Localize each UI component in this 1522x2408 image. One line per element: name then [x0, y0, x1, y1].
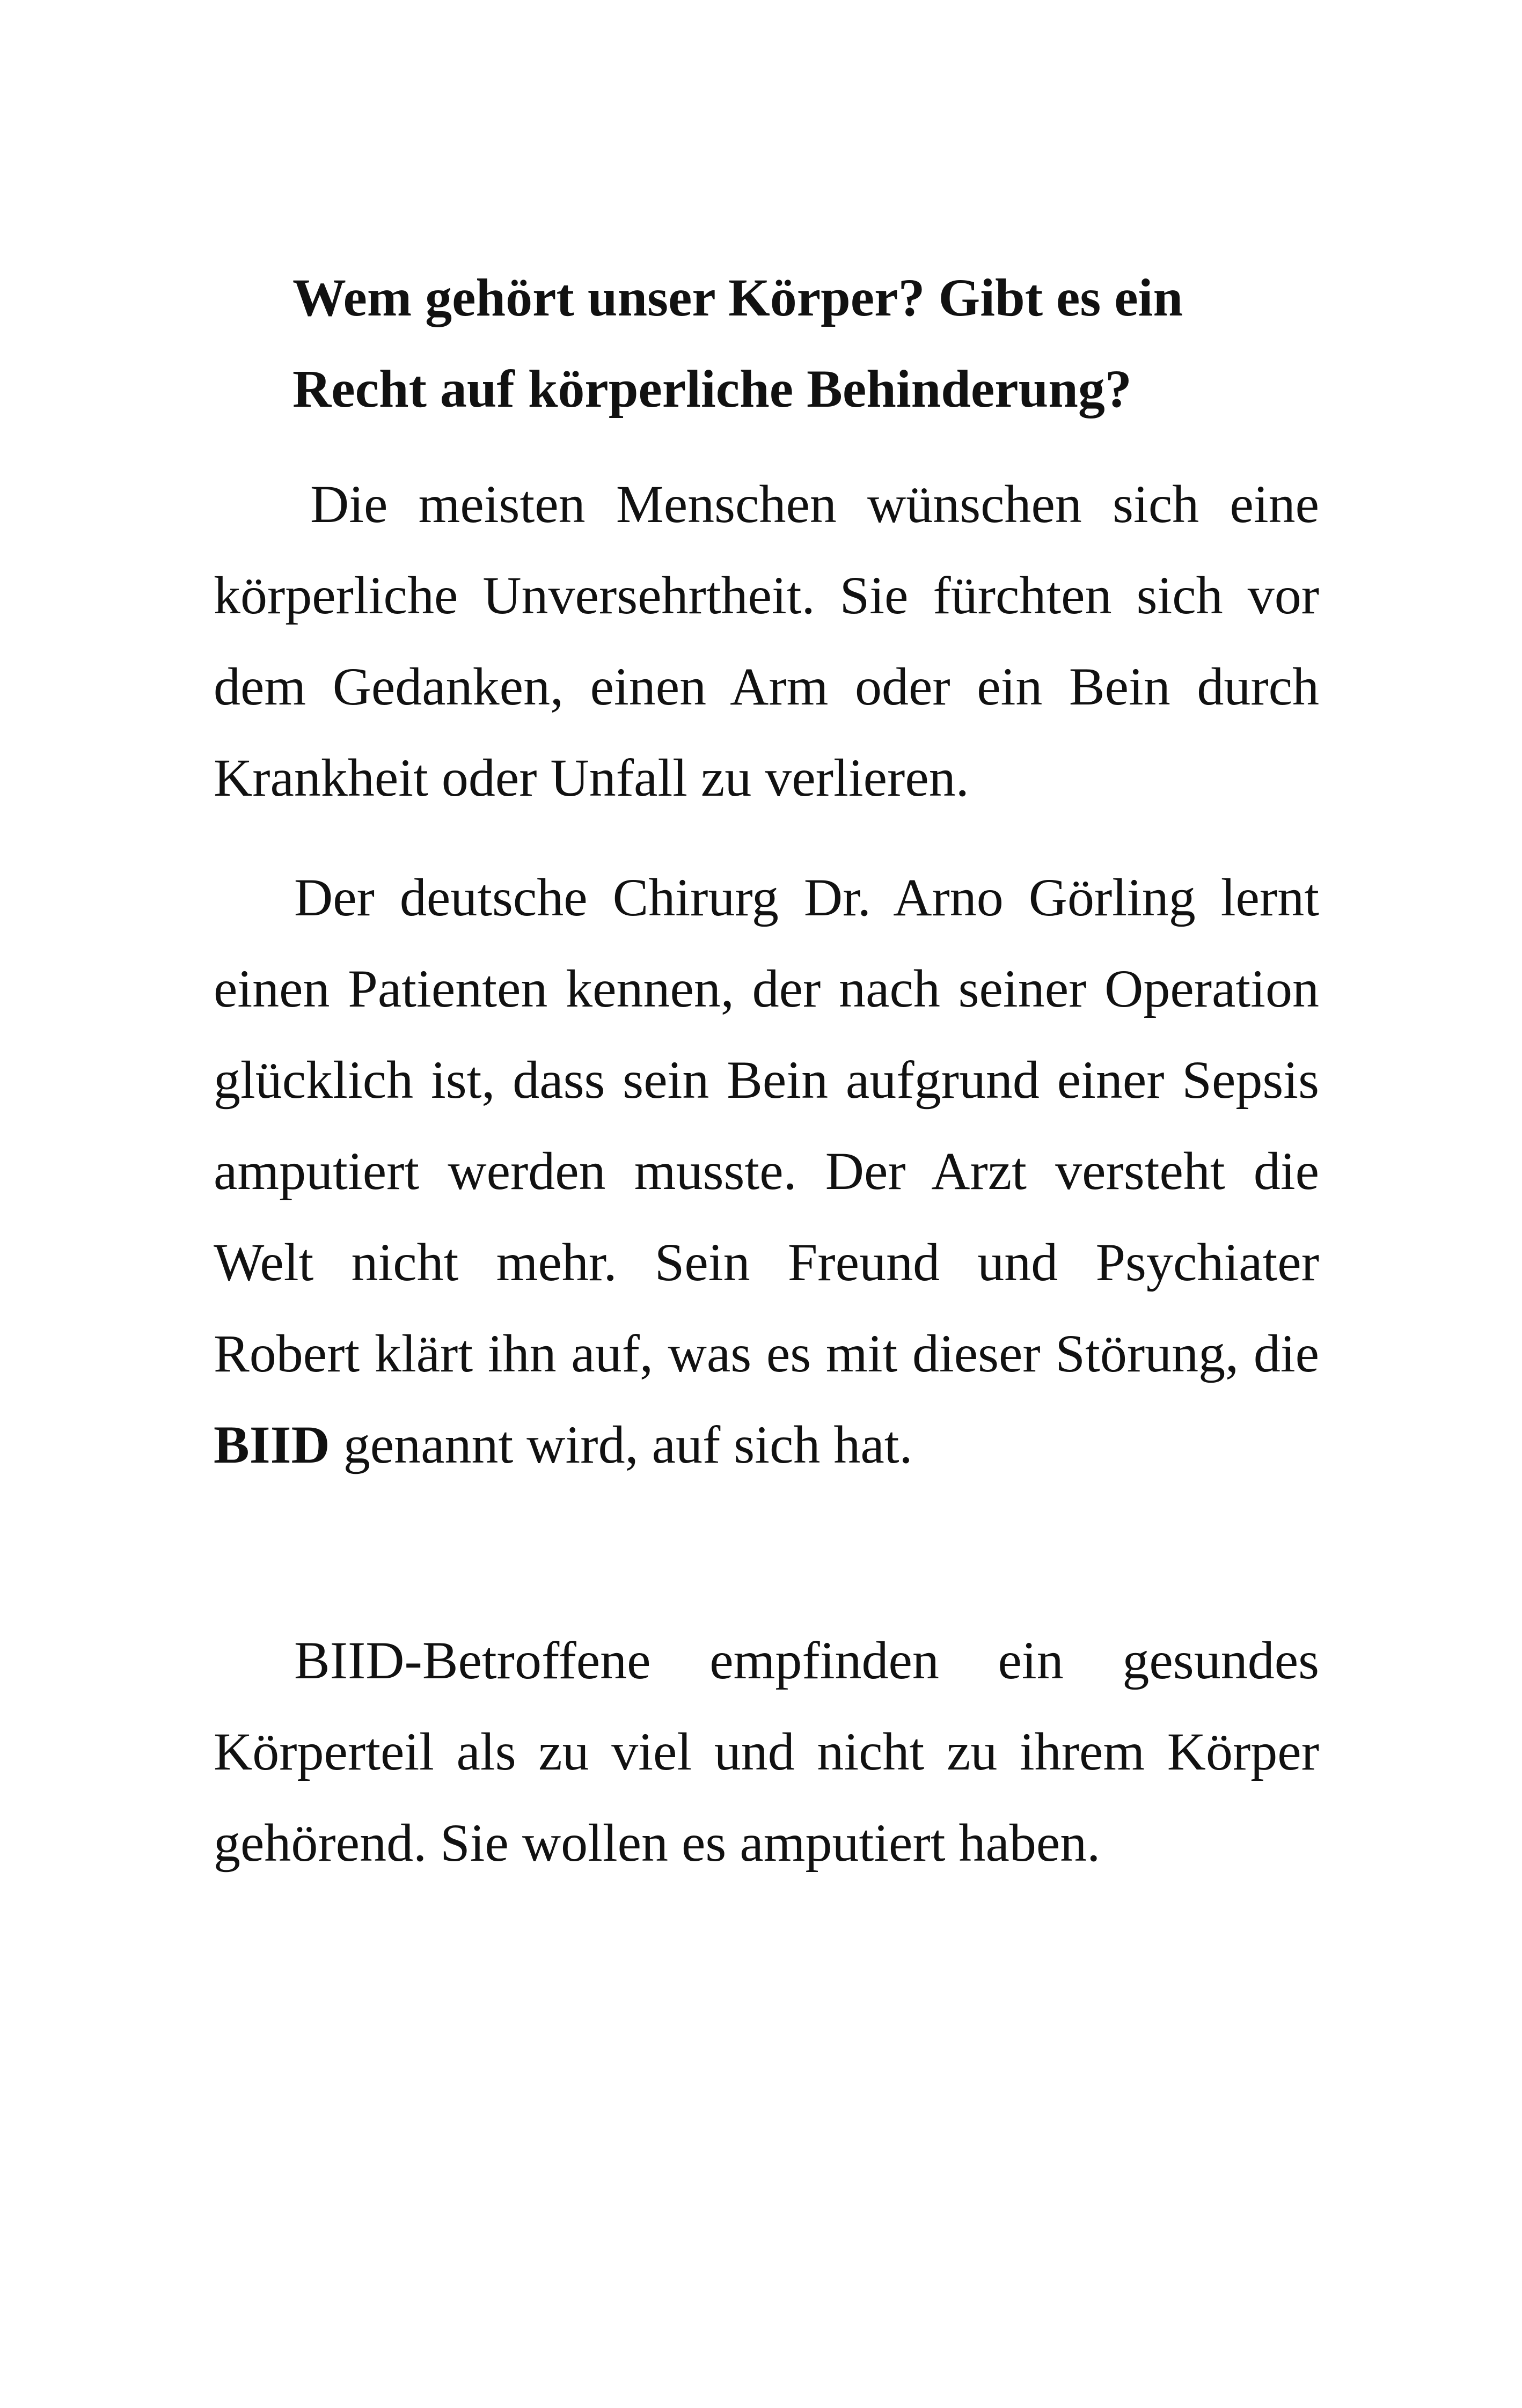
paragraph-3: BIID-Betroffene empfinden ein gesundes Körperteil als zu viel und nicht zu ihrem Körper gehörend. Sie wollen es amputiert haben. [214, 1631, 1319, 1873]
heading-line-1: Wem gehört unser Körper? Gibt es ein [292, 268, 1183, 327]
paragraph-1: Die meisten Menschen wünschen sich eine körperliche Unversehrtheit. Sie fürchten sich vor dem Gedanken, einen Arm oder ein Bein durch Krankheit oder Unfall zu verlieren. [214, 474, 1319, 807]
page-heading [292, 252, 1339, 435]
heading-line-2: Recht auf körperliche Behinderung? [292, 359, 1132, 419]
biid-term: BIID [214, 1415, 330, 1474]
paragraph-2 [214, 852, 1319, 1491]
paragraph-2-text-end: genannt wird, auf sich hat. [330, 1415, 913, 1474]
paragraph-2-text-start: Der deutsche Chirurg Dr. Arno Görling lernt einen Patienten kennen, der nach seiner Operation glücklich ist, dass sein Bein aufgrund einer Sepsis amputiert werden musste. Der Arzt versteht die Welt nicht mehr. Sein Freund und Psychiater Robert klärt ihn auf, was es mit dieser Störung, die [214, 868, 1319, 1383]
